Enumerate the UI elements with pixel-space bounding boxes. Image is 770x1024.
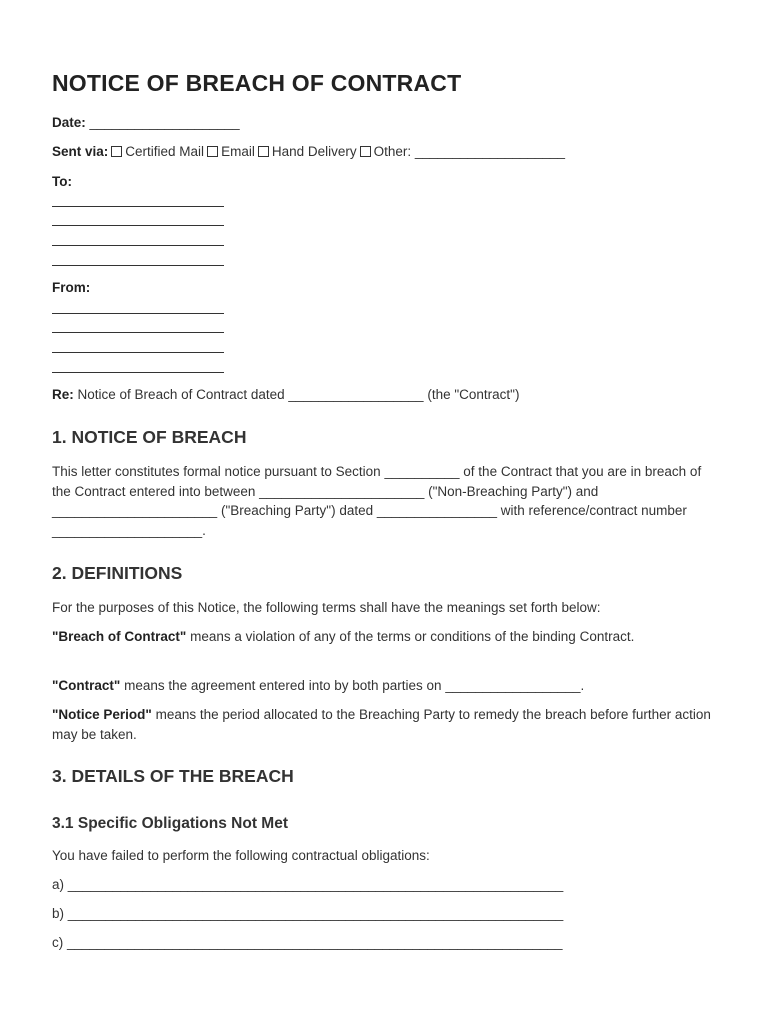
from-address-line-3[interactable] xyxy=(52,352,224,353)
contract-number-field[interactable]: ____________________ xyxy=(52,522,203,538)
certified-mail-checkbox[interactable] xyxy=(111,146,122,157)
subsection-3-1-heading: 3.1 Specific Obligations Not Met xyxy=(52,815,288,832)
certified-mail-label: Certified Mail xyxy=(125,144,205,159)
other-label: Other: xyxy=(373,144,412,159)
agreement-date-field[interactable]: __________________. xyxy=(445,678,585,693)
re-text-after: (the "Contract") xyxy=(427,387,520,402)
obligation-field-a[interactable]: __________________________________________________________________ xyxy=(67,877,564,892)
other-field[interactable]: ____________________ xyxy=(414,144,566,159)
from-address-line-4[interactable] xyxy=(52,372,224,373)
s1-text-4: ("Breaching Party") dated xyxy=(220,503,374,518)
document-title: NOTICE OF BREACH OF CONTRACT xyxy=(52,70,462,96)
s1-text-3: ("Non-Breaching Party") and xyxy=(428,483,599,499)
hand-delivery-checkbox[interactable] xyxy=(258,146,269,157)
definition-term: "Breach of Contract" xyxy=(52,629,187,644)
email-label: Email xyxy=(221,144,255,159)
section-2-heading: 2. DEFINITIONS xyxy=(52,563,183,583)
obligation-label: c) xyxy=(52,935,64,950)
breaching-party-field[interactable]: ______________________ xyxy=(52,503,218,518)
definition-contract xyxy=(52,676,720,696)
section-3-heading: 3. DETAILS OF THE BREACH xyxy=(52,766,294,786)
re-label: Re: xyxy=(52,387,74,402)
obligation-field-b[interactable]: __________________________________________________________________ xyxy=(67,906,564,921)
obligation-field-c[interactable]: __________________________________________________________________ xyxy=(67,935,563,950)
sent-via-line xyxy=(52,142,565,161)
date-label: Date: xyxy=(52,115,86,130)
to-address-line-3[interactable] xyxy=(52,245,224,246)
from-address-line-1[interactable] xyxy=(52,313,224,314)
other-checkbox[interactable] xyxy=(360,146,371,157)
to-label: To: xyxy=(52,174,72,189)
obligation-item-a xyxy=(52,875,563,894)
obligation-label: a) xyxy=(52,877,65,892)
definition-text: means a violation of any of the terms or conditions of the binding Contract. xyxy=(190,629,635,644)
email-checkbox[interactable] xyxy=(207,146,218,157)
definition-term: "Contract" xyxy=(52,678,121,693)
s1-text-5: with reference/contract number xyxy=(500,503,687,518)
s1-text-1: This letter constitutes formal notice pursuant to Section xyxy=(52,464,381,479)
to-address-line-1[interactable] xyxy=(52,206,224,207)
re-date-field[interactable]: __________________ xyxy=(288,387,424,402)
definition-text: means the agreement entered into by both parties on xyxy=(124,678,442,693)
obligation-item-c xyxy=(52,933,563,952)
from-label-line xyxy=(52,278,90,297)
definition-text: means the period allocated to the Breaching Party to remedy the breach before further action may be taken. xyxy=(52,707,711,742)
definition-notice-period xyxy=(52,705,720,744)
sent-via-label: Sent via: xyxy=(52,144,109,159)
date-line xyxy=(52,113,240,132)
contract-date-field[interactable]: ________________ xyxy=(376,503,498,518)
definitions-intro: For the purposes of this Notice, the following terms shall have the meanings set forth below: xyxy=(52,600,601,615)
non-breaching-party-field[interactable]: ______________________ xyxy=(259,483,425,499)
from-label: From: xyxy=(52,280,91,295)
section-number-field[interactable]: __________ xyxy=(384,464,460,479)
definition-breach-of-contract xyxy=(52,627,720,647)
re-line xyxy=(52,385,519,404)
date-field[interactable]: ____________________ xyxy=(89,115,240,130)
to-address-line-4[interactable] xyxy=(52,265,224,266)
s1-text-6: . xyxy=(202,522,206,538)
to-address-line-2[interactable] xyxy=(52,225,224,226)
s1-text-2: of the Contract that you are in breach of the Contract entered into between xyxy=(52,464,702,499)
re-text: Notice of Breach of Contract dated xyxy=(77,387,285,402)
obligation-item-b xyxy=(52,904,563,923)
from-address-line-2[interactable] xyxy=(52,332,224,333)
obligations-intro: You have failed to perform the following contractual obligations: xyxy=(52,848,430,863)
to-label-line xyxy=(52,172,72,191)
section-1-heading: 1. NOTICE OF BREACH xyxy=(52,427,247,447)
section-1-paragraph xyxy=(52,462,720,540)
obligation-label: b) xyxy=(52,906,65,921)
hand-delivery-label: Hand Delivery xyxy=(271,144,357,159)
definition-term: "Notice Period" xyxy=(52,707,152,722)
